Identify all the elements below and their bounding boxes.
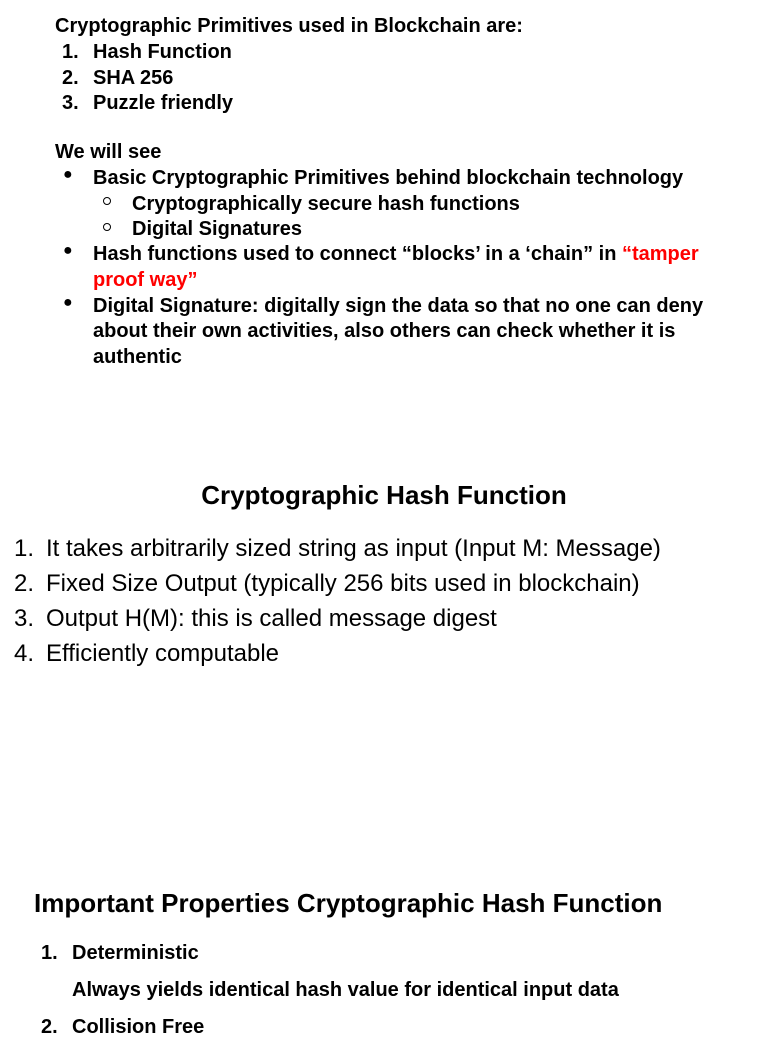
list-item: Output H(M): this is called message digest (46, 605, 497, 632)
list-item: Puzzle friendly (93, 92, 234, 114)
list-number: 2. (62, 67, 79, 89)
bullet-icon: ● (63, 242, 73, 259)
section4-title: Important Properties Cryptographic Hash Function (34, 888, 663, 918)
bullet-text (93, 241, 699, 267)
highlight-text: proof way” (93, 269, 198, 291)
property-label: Deterministic (72, 942, 199, 964)
bullet-icon: ● (63, 166, 73, 183)
sub-bullet-icon (103, 223, 111, 231)
bullet-icon: ● (63, 294, 73, 311)
bullet-text: about their own activities, also others can check whether it is (93, 320, 676, 342)
list-number: 1. (62, 41, 79, 63)
list-number: 1. (14, 535, 35, 562)
sub-bullet-text: Digital Signatures (132, 218, 303, 240)
list-item: SHA 256 (93, 67, 174, 89)
list-item: Fixed Size Output (typically 256 bits used in blockchain) (46, 570, 640, 597)
bullet-text-part: Hash functions used to connect “blocks’ in a ‘chain” in (93, 243, 622, 265)
sub-bullet-icon (103, 197, 111, 205)
section3-title: Cryptographic Hash Function (201, 480, 567, 510)
list-number: 2. (41, 1016, 58, 1038)
list-item: It takes arbitrarily sized string as input (Input M: Message) (46, 535, 661, 562)
highlight-text: “tamper (621, 243, 699, 265)
list-number: 1. (41, 942, 58, 964)
list-number: 4. (14, 640, 35, 667)
list-number: 3. (62, 92, 79, 114)
property-label: Collision Free (72, 1016, 205, 1038)
list-item: Efficiently computable (46, 640, 280, 667)
bullet-text: Basic Cryptographic Primitives behind blockchain technology (93, 167, 684, 189)
list-number: 3. (14, 605, 35, 632)
sub-bullet-text: Cryptographically secure hash functions (132, 193, 520, 215)
property-description: Always yields identical hash value for identical input data (72, 979, 619, 1001)
section1-heading: Cryptographic Primitives used in Blockchain are: (55, 15, 523, 37)
bullet-text: authentic (93, 346, 182, 368)
bullet-text: Digital Signature: digitally sign the data so that no one can deny (93, 295, 704, 317)
section2-heading: We will see (55, 141, 162, 163)
list-item: Hash Function (93, 41, 232, 63)
list-number: 2. (14, 570, 35, 597)
